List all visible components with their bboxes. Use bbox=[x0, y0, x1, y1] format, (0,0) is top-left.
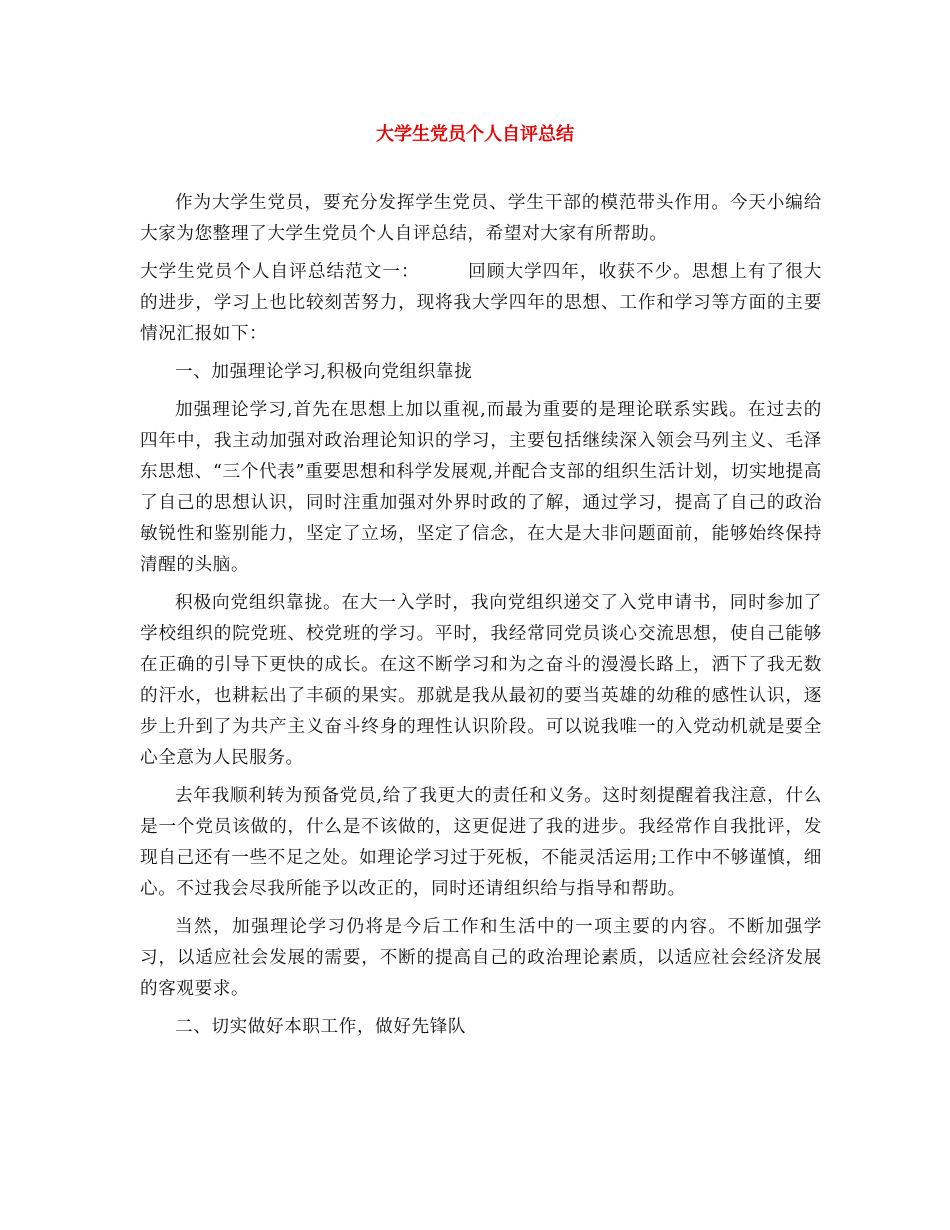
document-body bbox=[140, 188, 822, 1050]
body-paragraph: 当然，加强理论学习仍将是今后工作和生活中的一项主要的内容。不断加强学习，以适应社会发展的需要，不断的提高自己的政治理论素质，以适应社会经济发展的客观要求。 bbox=[140, 917, 822, 999]
body-paragraph: 加强理论学习,首先在思想上加以重视,而最为重要的是理论联系实践。在过去的四年中，我主动加强对政治理论知识的学习，主要包括继续深入领会马列主义、毛泽东思想、“三个代表”重要思想和科学发展观,并配合支部的组织生活计划，切实地提高了自己的思想认识，同时注重加强对外界时政的了解，通过学习，提高了自己的政治敏锐性和鉴别能力，坚定了立场，坚定了信念，在大是大非问题面前，能够始终保持清醒的头脑。 bbox=[140, 400, 822, 575]
sample-heading: 大学生党员个人自评总结范文一： bbox=[140, 262, 420, 282]
document-title: 大学生党员个人自评总结 bbox=[376, 124, 574, 145]
section-heading-2: 二、切实做好本职工作，做好先锋队 bbox=[175, 1017, 467, 1037]
sample-one-paragraph bbox=[140, 257, 822, 350]
body-paragraph: 积极向党组织靠拢。在大一入学时，我向党组织递交了入党申请书，同时参加了学校组织的院党班、校党班的学习。平时，我经常同党员谈心交流思想，使自己能够在正确的引导下更快的成长。在这不断学习和为之奋斗的漫漫长路上，洒下了我无数的汗水，也耕耘出了丰硕的果实。那就是我从最初的要当英雄的幼稚的感性认识，逐步上升到了为共产主义奋斗终身的理性认识阶段。可以说我唯一的入党动机就是要全心全意为人民服务。 bbox=[140, 593, 822, 768]
review-text: 回顾大学四年，收获不少。思想上有了很大的进步，学习上也比较刻苦努力，现将我大学四年的思想、工作和学习等方面的主要情况汇报如下： bbox=[140, 262, 822, 344]
section-heading-1: 一、加强理论学习,积极向党组织靠拢 bbox=[175, 362, 473, 382]
body-paragraph: 去年我顺利转为预备党员,给了我更大的责任和义务。这时刻提醒着我注意，什么是一个党员该做的，什么是不该做的，这更促进了我的进步。我经常作自我批评，发现自己还有一些不足之处。如理论学习过于死板，不能灵活运用;工作中不够谨慎，细心。不过我会尽我所能予以改正的，同时还请组织给与指导和帮助。 bbox=[140, 786, 822, 899]
intro-paragraph: 作为大学生党员，要充分发挥学生党员、学生干部的模范带头作用。今天小编给大家为您整理了大学生党员个人自评总结，希望对大家有所帮助。 bbox=[140, 193, 822, 244]
